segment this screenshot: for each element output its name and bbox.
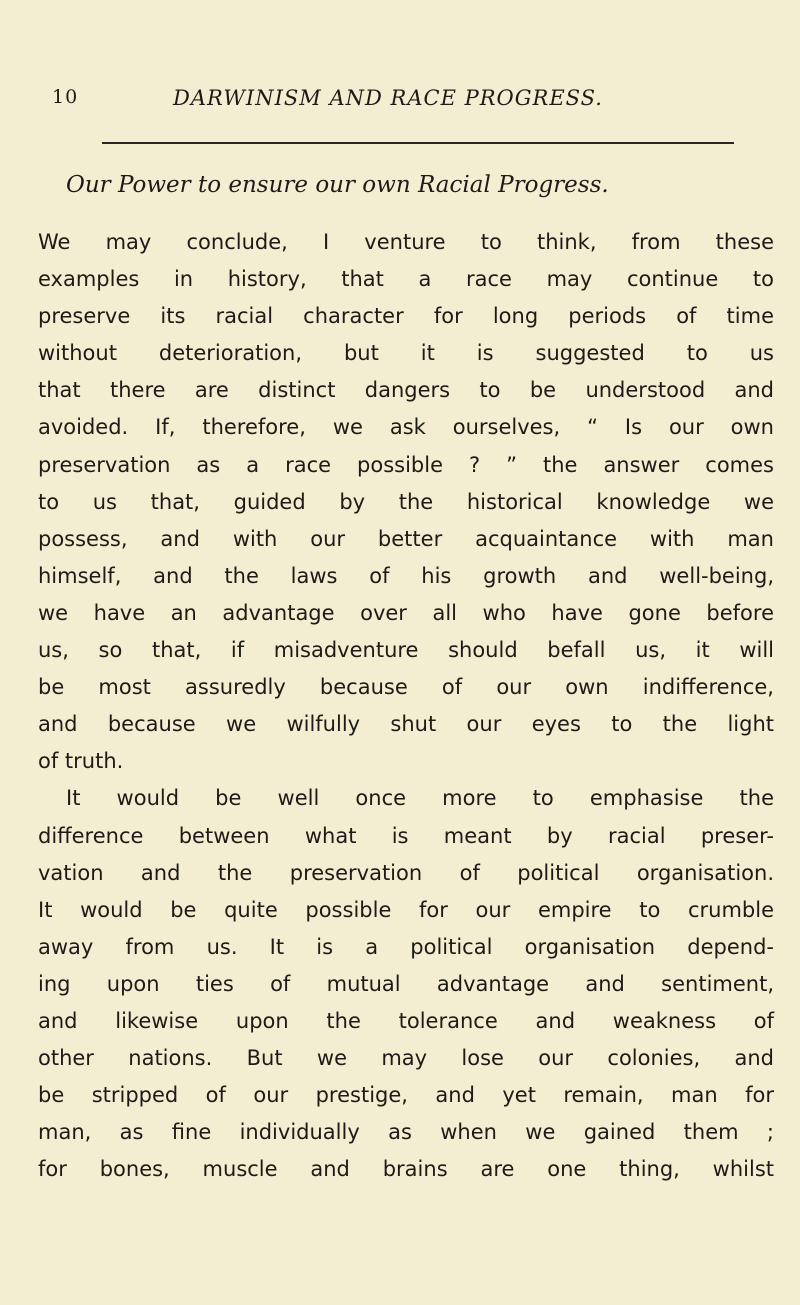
text-line: to us that, guided by the historical knowledge we <box>38 489 774 514</box>
text-line: away from us. It is a political organisation depend- <box>38 934 774 959</box>
text-line: It would be well once more to emphasise the <box>66 786 774 811</box>
text-line: ing upon ties of mutual advantage and sentiment, <box>38 971 774 996</box>
text-line: us, so that, if misadventure should befall us, it will <box>38 638 774 663</box>
running-head <box>52 86 742 126</box>
text-line: we have an advantage over all who have gone before <box>38 600 774 625</box>
text-line: difference between what is meant by racial preser- <box>38 823 774 848</box>
section-heading: Our Power to ensure our own Racial Progress. <box>66 172 609 198</box>
running-title: DARWINISM AND RACE PROGRESS. <box>173 86 603 110</box>
text-line: be most assuredly because of our own indifference, <box>38 675 774 700</box>
text-line: and because we wilfully shut our eyes to the light <box>38 712 774 737</box>
text-line: man, as fine individually as when we gained them ; <box>38 1120 774 1145</box>
page-number: 10 <box>52 86 79 108</box>
text-line: himself, and the laws of his growth and well-being, <box>38 563 774 588</box>
text-line: possess, and with our better acquaintance with man <box>38 526 774 551</box>
text-line: without deterioration, but it is suggested to us <box>38 341 774 366</box>
text-line: avoided. If, therefore, we ask ourselves, “ Is our own <box>38 415 774 440</box>
text-line: We may conclude, I venture to think, from these <box>38 230 774 254</box>
text-line: that there are distinct dangers to be understood and <box>38 378 774 403</box>
text-line: examples in history, that a race may continue to <box>38 267 774 292</box>
header-rule <box>102 142 734 144</box>
text-line: preservation as a race possible ? ” the answer comes <box>38 452 774 477</box>
text-line: other nations. But we may lose our colonies, and <box>38 1046 774 1071</box>
text-line: preserve its racial character for long periods of time <box>38 304 774 329</box>
text-line: It would be quite possible for our empire to crumble <box>38 897 774 922</box>
text-line: and likewise upon the tolerance and weakness of <box>38 1008 774 1033</box>
text-line: for bones, muscle and brains are one thing, whilst <box>38 1157 774 1182</box>
text-line: of truth. <box>38 749 124 774</box>
body-text <box>38 224 774 1188</box>
text-line: be stripped of our prestige, and yet remain, man for <box>38 1083 774 1108</box>
text-line: vation and the preservation of political organisation. <box>38 860 774 885</box>
